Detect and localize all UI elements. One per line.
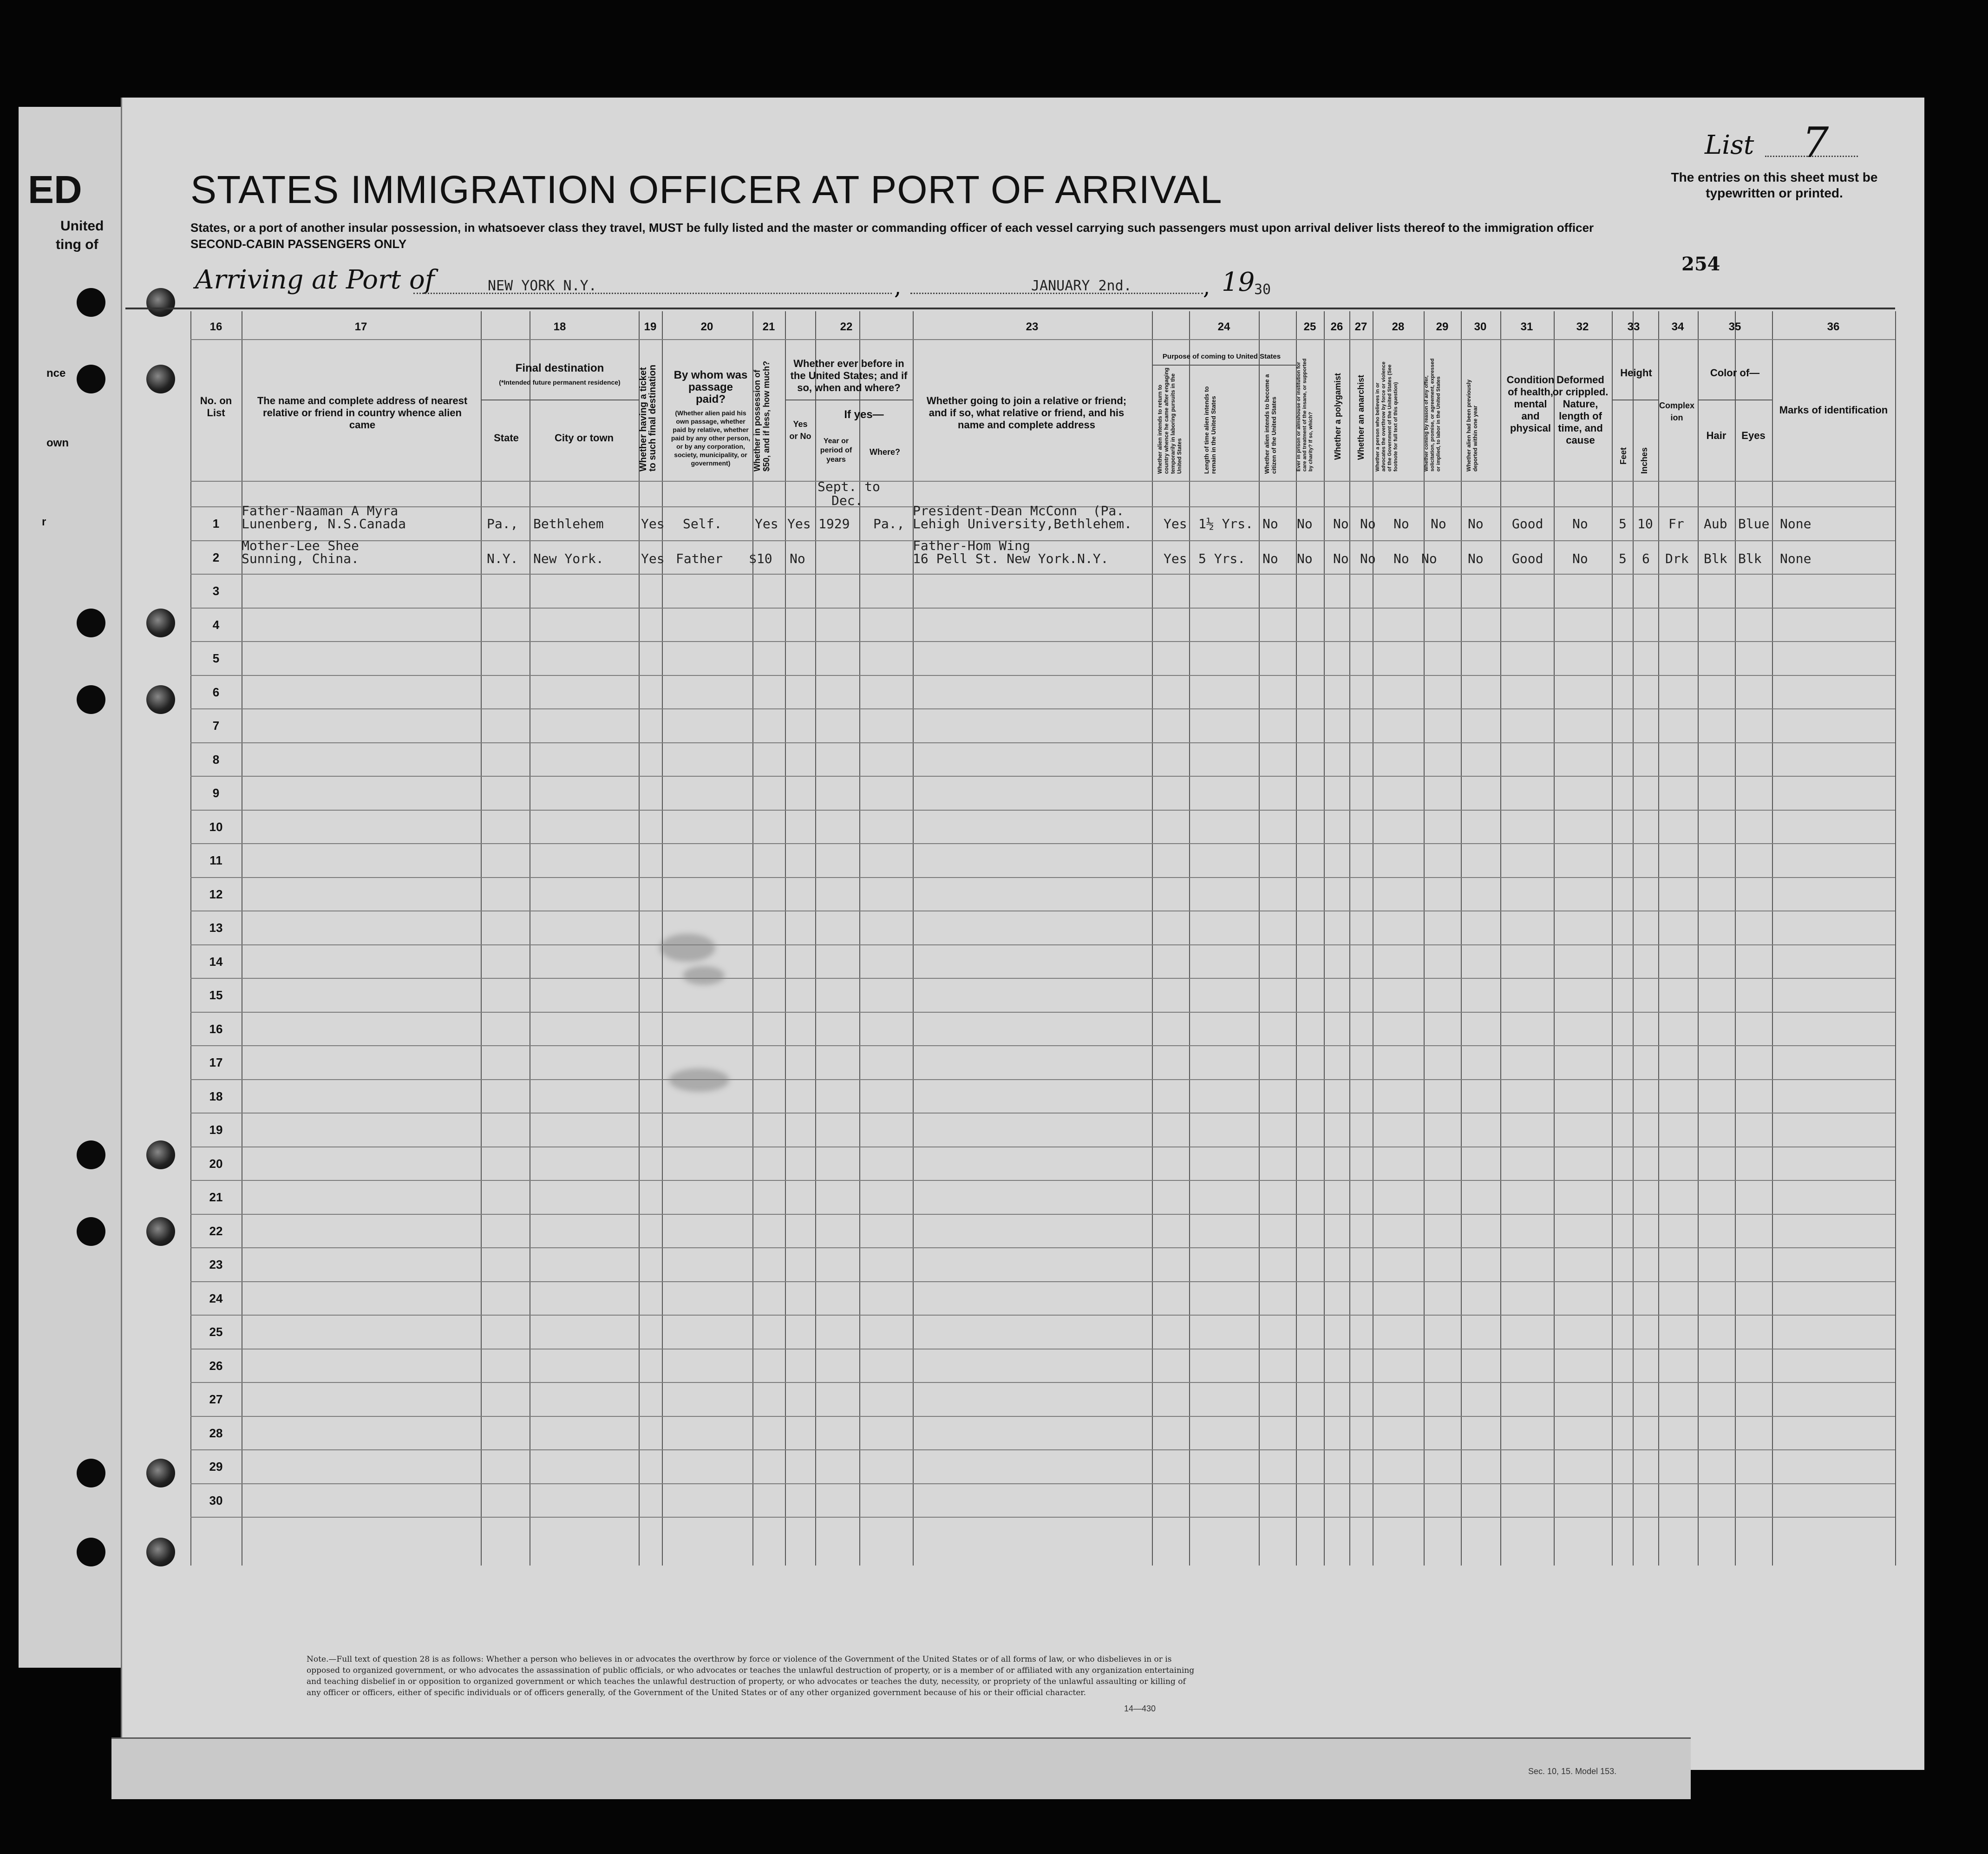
row2-ticket: Yes: [641, 551, 665, 566]
row1-citizen: No: [1262, 516, 1278, 531]
row2-relative: Mother-Lee Shee: [242, 538, 359, 553]
row1-complexion: Fr: [1668, 516, 1684, 531]
row2-join: Father-Hom Wing: [913, 538, 1030, 553]
row-number: 29: [209, 1460, 223, 1474]
column-rule: [1698, 311, 1699, 1566]
column-rule: [913, 311, 914, 1566]
row1-length: 1½ Yrs.: [1198, 516, 1254, 531]
column-rule: [662, 311, 663, 1566]
column-number: 20: [700, 321, 713, 333]
header-complexion: Complexion: [1659, 401, 1695, 422]
paper-stain: [660, 934, 715, 962]
header-year-period: Year or period of years: [820, 437, 852, 464]
row-rule: [190, 877, 1895, 878]
paper-stain: [669, 1068, 729, 1092]
column-rule: [1612, 311, 1613, 1566]
row1-anarchist: No: [1360, 516, 1376, 531]
comma: ,: [894, 274, 902, 300]
row1-marks: None: [1780, 516, 1811, 531]
row2-join-address: 16 Pell St. New York.N.Y.: [913, 551, 1109, 566]
header-before-in-us: Whether ever before in the United States; and if so, when and where?: [790, 358, 908, 393]
row1-before: Yes: [787, 516, 811, 531]
column-number: 34: [1671, 321, 1684, 333]
row-rule: [190, 1214, 1895, 1215]
row-rule: [190, 1045, 1895, 1046]
header-if-yes: If yes—: [844, 408, 884, 421]
manifest-page: [121, 98, 1924, 1770]
paper-stain: [683, 966, 725, 985]
column-number: 21: [762, 321, 775, 333]
column-rule: [1189, 311, 1190, 1566]
column-rule: [190, 311, 191, 1566]
row-number: 12: [209, 887, 223, 901]
row-rule: [190, 608, 1895, 609]
row2-citizen: No: [1262, 551, 1278, 566]
row1-inches: 10: [1637, 516, 1653, 531]
header-where: Where?: [869, 447, 900, 457]
row2-length: 5 Yrs.: [1198, 551, 1246, 566]
column-rule: [1296, 311, 1297, 1566]
column-number: 27: [1354, 321, 1367, 333]
column-rule: [1772, 311, 1773, 1566]
header-health: Condition of health, mental and physical: [1506, 374, 1555, 434]
header-money: Whether in possession of $50, and if less, how much?: [752, 360, 771, 472]
row1-money: Yes: [755, 516, 778, 531]
row-rule: [190, 1012, 1895, 1013]
header-passage-paid-note: (Whether alien paid his own passage, whether paid by relative, whether paid by any other person, or by any corporation, society, municipality, or government): [671, 409, 751, 467]
row-number: 30: [209, 1493, 223, 1507]
header-relative-address: The name and complete address of nearest relative or friend in country whence alien came: [257, 395, 468, 431]
column-rule: [752, 311, 753, 1566]
column-number: 19: [644, 321, 657, 333]
column-number: 22: [840, 321, 853, 333]
subheader-rule: [1152, 365, 1296, 366]
binding-hole: [146, 609, 175, 637]
row2-feet: 5: [1619, 551, 1627, 566]
row1-deported: No: [1468, 516, 1484, 531]
row-rule: [190, 1281, 1895, 1282]
arriving-label: Arriving at Port of: [195, 265, 435, 295]
row-rule: [190, 1483, 1895, 1484]
row2-relative-address: Sunning, China.: [242, 551, 359, 566]
column-rule: [1895, 311, 1896, 1566]
row-rule: [190, 339, 1895, 340]
row2-inches: 6: [1642, 551, 1650, 566]
column-number: 31: [1520, 321, 1533, 333]
binding-hole: [77, 288, 105, 317]
row2-deported: No: [1468, 551, 1484, 566]
column-number: 28: [1392, 321, 1405, 333]
row-number: 16: [209, 1022, 223, 1036]
header-hair: Hair: [1706, 430, 1726, 441]
row2-paid-by: Father: [676, 551, 723, 566]
column-rule: [639, 311, 640, 1566]
row-number: 21: [209, 1190, 223, 1204]
row2-state: N.Y.: [487, 551, 518, 566]
binding-hole: [146, 1538, 175, 1566]
year-prefix: 19: [1222, 267, 1255, 297]
row-number: 15: [209, 988, 223, 1002]
column-number: 35: [1728, 321, 1741, 333]
column-number: 30: [1474, 321, 1487, 333]
row-rule: [190, 641, 1895, 642]
header-final-destination-note: (*Intended future permanent residence): [499, 379, 621, 386]
binding-hole: [77, 609, 105, 637]
column-number: 25: [1303, 321, 1316, 333]
row-number: 9: [212, 786, 220, 800]
row-number: 19: [209, 1123, 223, 1137]
row-number: 20: [209, 1156, 223, 1171]
row2-money: $10: [749, 551, 772, 566]
row-number: 18: [209, 1089, 223, 1103]
header-length-of-stay: Length of time alien intends to remain in the United States: [1203, 386, 1217, 474]
fragment-text: United: [60, 218, 104, 234]
row1-health: Good: [1512, 516, 1543, 531]
row-rule: [190, 1349, 1895, 1350]
row-rule: [190, 1180, 1895, 1181]
list-number: 7: [1802, 118, 1829, 167]
row1-polygamist: No: [1333, 516, 1349, 531]
column-rule: [1461, 311, 1462, 1566]
column-number: 17: [354, 321, 367, 333]
row-rule: [190, 978, 1895, 979]
row1-ticket: Yes: [641, 516, 665, 531]
table-top-rule: [125, 308, 1895, 309]
row-number: 4: [212, 617, 220, 632]
fragment-text: r: [42, 516, 46, 528]
typewritten-note: The entries on this sheet must be typewritten or printed.: [1671, 170, 1878, 200]
binding-hole: [146, 685, 175, 714]
row2-before: No: [790, 551, 805, 566]
row1-eyes: Blue: [1738, 516, 1770, 531]
row-rule: [190, 843, 1895, 844]
header-anarchist: Whether an anarchist: [1356, 374, 1366, 460]
row-rule: [190, 1382, 1895, 1383]
row-rule: [190, 1113, 1895, 1114]
row-rule: [190, 1079, 1895, 1080]
row-rule: [190, 1315, 1895, 1316]
row1-prison: No: [1297, 516, 1313, 531]
row-rule: [190, 810, 1895, 811]
row1-year-l1: Sept. to: [817, 479, 880, 494]
fragment-text: nce: [46, 367, 66, 380]
header-no-on-list: No. on List: [200, 395, 232, 419]
row-rule: [190, 675, 1895, 676]
column-number: 16: [209, 321, 222, 333]
row1-where: Pa.,: [873, 516, 905, 531]
column-rule: [1324, 311, 1325, 1566]
column-number: 36: [1827, 321, 1840, 333]
header-labor-offer: Whether coming by reason of any offer, solicitation, promise, or agreement, expressed or implied, to labor in the United States: [1424, 358, 1441, 472]
column-rule: [1554, 311, 1555, 1566]
binding-hole: [146, 1217, 175, 1246]
column-number: 33: [1627, 321, 1640, 333]
column-rule: [1633, 311, 1634, 1566]
column-rule: [815, 311, 816, 1566]
row2-eyes: Blk: [1738, 551, 1762, 566]
comma: ,: [1203, 274, 1210, 300]
fragment-text: own: [46, 437, 69, 449]
row2-return: Yes: [1164, 551, 1187, 566]
column-rule: [1259, 311, 1260, 1566]
year-suffix: 30: [1254, 282, 1271, 298]
column-rule: [1424, 311, 1425, 1566]
row1-year-l2: Dec.: [831, 493, 863, 508]
header-yes-no: Yes or No: [789, 419, 811, 441]
row-number: 6: [212, 685, 220, 699]
footnote-question-28: Note.—Full text of question 28 is as follows: Whether a person who believes in or advocates the overthrow by force or violence of the Government of the United States or of all forms of law, or who disbelieves in or is opposed to organized government, or who advocates the assassination of public officials, or who advocates or teaches the unlawful destruction of property, or is a member of or affiliated with any organization entertaining and teaching disbelief in or opposition to organized government or which teaches the unlawful destruction of property, or who advocates or teaches the duty, necessity, or propriety of the unlawful assaulting or killing of any officer or officers, either of specific individuals or of officers generally, of the Government of the United States or of any other organized government because of his or their official character.: [307, 1655, 1195, 1697]
row2-offer: No: [1421, 551, 1437, 566]
previous-page-fragment: [19, 107, 127, 1668]
binding-hole: [77, 685, 105, 714]
row-number: 7: [212, 719, 220, 733]
binding-hole: [77, 365, 105, 393]
column-rule: [1735, 311, 1736, 1566]
row-rule: [190, 944, 1895, 945]
binding-hole: [146, 365, 175, 393]
row-number: 10: [209, 819, 223, 834]
row1-city: Bethlehem: [533, 516, 604, 531]
row-number: 28: [209, 1426, 223, 1440]
header-prison: Ever in prison or almshouse or institution for care and treatment of the insane, or supported by charity? If so, which?: [1296, 358, 1314, 472]
header-state: State: [494, 432, 519, 444]
binding-hole: [77, 1140, 105, 1169]
column-number: 32: [1576, 321, 1589, 333]
header-ticket: Whether having a ticket to such final destination: [638, 364, 658, 472]
header-eyes: Eyes: [1741, 430, 1766, 441]
row1-feet: 5: [1619, 516, 1627, 531]
row1-paid-by: Self.: [683, 516, 722, 531]
row1-relative: Father-Naaman A Myra: [242, 503, 399, 518]
port-value: NEW YORK N.Y.: [488, 278, 597, 294]
row2-complexion: Drk: [1665, 551, 1689, 566]
row1-q28: No: [1393, 516, 1409, 531]
instruction-line: States, or a port of another insular possession, in whatsoever class they travel, MUST be fully listed and the master or commanding officer of each vessel carrying such passengers must upon arrival deliver lists thereof to the immigration officer: [190, 221, 1594, 235]
row-number: 17: [209, 1055, 223, 1069]
header-citizen-intent: Whether alien intends to become a citizen of the United States: [1263, 374, 1277, 474]
list-label: List: [1705, 130, 1754, 160]
row1-join-address: Lehigh University,Bethlehem.: [913, 516, 1132, 531]
column-number: 29: [1436, 321, 1449, 333]
header-final-destination: Final destination: [515, 362, 604, 374]
binding-hole: [146, 1459, 175, 1487]
header-feet: Feet: [1619, 447, 1628, 465]
row-number: 24: [209, 1291, 223, 1305]
header-deported: Whether alien had been previously deported within one year: [1465, 379, 1478, 472]
header-polygamist: Whether a polygamist: [1333, 373, 1342, 460]
sheet-number: 254: [1681, 253, 1720, 275]
row-number: 3: [212, 584, 220, 598]
header-join-relative: Whether going to join a relative or friend; and if so, what relative or friend, and his name and complete address: [926, 395, 1127, 431]
row-number: 27: [209, 1392, 223, 1406]
column-rule: [1349, 311, 1350, 1566]
column-rule: [1658, 311, 1659, 1566]
row-number: 8: [212, 752, 220, 766]
header-return-intent: Whether alien intends to return to country whence he came after engaging temporarily in laboring pursuits in the United States: [1157, 367, 1183, 474]
column-rule: [1500, 311, 1501, 1566]
row-rule: [190, 742, 1895, 743]
binding-hole: [77, 1459, 105, 1487]
row-rule: [190, 574, 1895, 575]
row-number: 11: [209, 853, 222, 867]
column-rule: [481, 311, 482, 1566]
row1-join: President-Dean McConn (Pa.: [913, 503, 1125, 518]
row-rule: [190, 1247, 1895, 1248]
header-passage-paid: By whom was passage paid?: [674, 369, 748, 406]
row-rule: [190, 1517, 1895, 1518]
row-number: 2: [212, 550, 220, 564]
header-deformed: Deformed or crippled. Nature, length of time, and cause: [1552, 374, 1609, 446]
row1-deformed: No: [1572, 516, 1588, 531]
row2-anarchist: No: [1360, 551, 1376, 566]
fragment-text: ting of: [56, 237, 98, 252]
form-code: 14—430: [1124, 1704, 1156, 1713]
row1-hair: Aub: [1704, 516, 1727, 531]
header-height: Height: [1620, 367, 1652, 379]
column-rule: [785, 311, 786, 1566]
form-model: Sec. 10, 15. Model 153.: [1528, 1767, 1617, 1776]
row-number: 26: [209, 1358, 223, 1373]
row2-polygamist: No: [1333, 551, 1349, 566]
cabin-class-line: SECOND-CABIN PASSENGERS ONLY: [190, 237, 407, 251]
column-rule: [1152, 311, 1153, 1566]
binding-hole: [146, 288, 175, 317]
row-rule: [190, 776, 1895, 777]
row-number: 1: [212, 517, 220, 531]
row-number: 5: [212, 651, 220, 665]
row2-city: New York.: [533, 551, 604, 566]
row-rule: [190, 540, 1895, 541]
row-rule: [190, 1416, 1895, 1417]
row2-marks: None: [1780, 551, 1811, 566]
row2-q28: No: [1393, 551, 1409, 566]
fragment-text: ED: [28, 168, 82, 211]
row1-year-l3: 1929: [818, 516, 850, 531]
row1-relative-address: Lunenberg, N.S.Canada: [242, 516, 406, 531]
row-number: 14: [209, 954, 223, 969]
row-number: 25: [209, 1325, 223, 1339]
row2-health: Good: [1512, 551, 1543, 566]
binding-hole: [146, 1140, 175, 1169]
underlying-page-edge: [111, 1737, 1691, 1799]
header-color-of: Color of—: [1710, 367, 1760, 379]
row2-deformed: No: [1572, 551, 1588, 566]
date-value: JANUARY 2nd.: [1031, 278, 1132, 294]
header-city-town: City or town: [554, 432, 614, 444]
header-marks: Marks of identification: [1779, 404, 1888, 416]
row-number: 23: [209, 1258, 223, 1271]
column-number: 26: [1330, 321, 1343, 333]
row-number: 22: [209, 1224, 223, 1238]
header-question-28: Whether a person who believes in or advocates the overthrow by force or violence of the Government of the United States (See footnote for full text of this question): [1375, 361, 1399, 472]
binding-hole: [77, 1538, 105, 1566]
row2-hair: Blk: [1704, 551, 1727, 566]
header-purpose: Purpose of coming to United States: [1162, 353, 1281, 360]
row-number: 13: [209, 921, 223, 935]
row-rule: [190, 708, 1895, 709]
row1-state: Pa.,: [487, 516, 518, 531]
page-title: STATES IMMIGRATION OFFICER AT PORT OF ARRIVAL: [190, 168, 1223, 211]
row-rule: [190, 481, 1895, 482]
binding-hole: [77, 1217, 105, 1246]
row1-offer: No: [1431, 516, 1446, 531]
header-inches: Inches: [1640, 447, 1649, 474]
column-number: 18: [553, 321, 566, 333]
port-line: [413, 293, 892, 294]
row-rule: [190, 1146, 1895, 1147]
column-number: 23: [1026, 321, 1039, 333]
row-rule: [190, 1449, 1895, 1450]
column-number: 24: [1217, 321, 1230, 333]
row1-return: Yes: [1164, 516, 1187, 531]
row2-prison: No: [1297, 551, 1313, 566]
